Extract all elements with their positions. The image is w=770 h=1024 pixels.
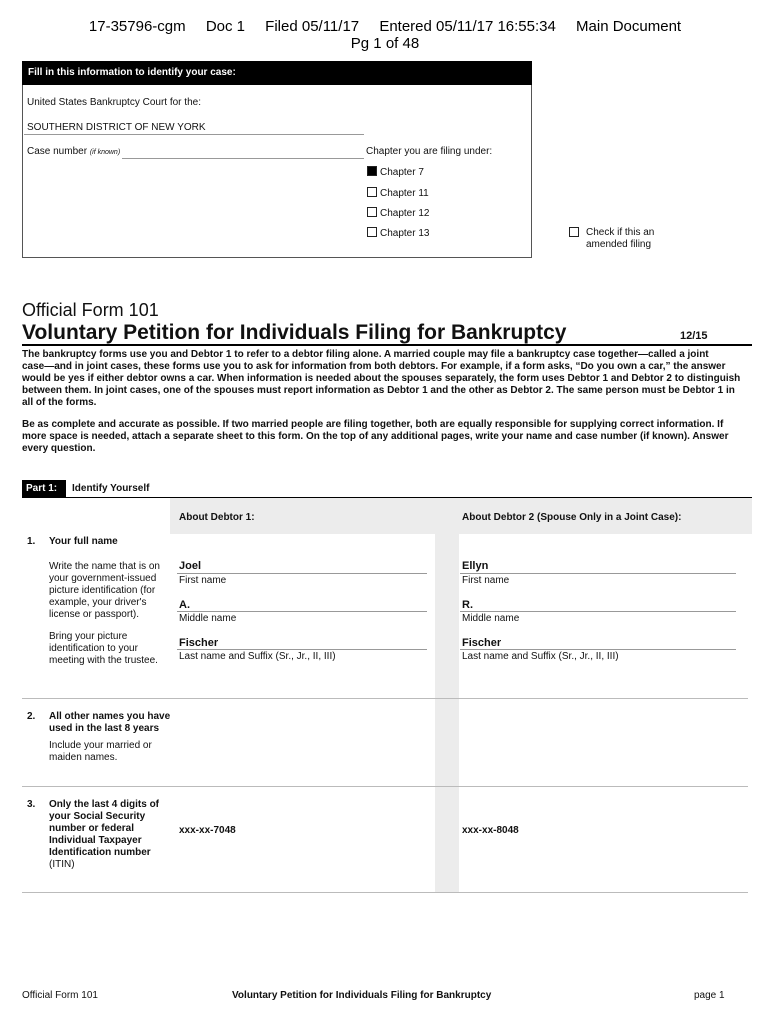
- amended-filing-label-1: Check if this an: [586, 227, 655, 238]
- filing-stamp: [0, 18, 770, 35]
- amended-filing-checkbox[interactable]: [569, 227, 579, 237]
- court-label: United States Bankruptcy Court for the:: [27, 97, 201, 108]
- intro-line-5: all of the forms.: [22, 397, 97, 408]
- chapter-12-label: Chapter 12: [380, 208, 430, 219]
- part-1-tag: Part 1:: [22, 480, 66, 497]
- question-1-help-1: Write the name that is on: [49, 561, 160, 572]
- page-count-stamp: Pg 1 of 48: [350, 35, 420, 52]
- debtor-1-last-name-label: Last name and Suffix (Sr., Jr., II, III): [179, 651, 336, 662]
- document-type-stamp: Main Document: [576, 18, 682, 35]
- debtor-1-middle-name[interactable]: A.: [179, 599, 190, 611]
- question-2-title-1: All other names you have: [49, 711, 171, 722]
- chapter-13-label: Chapter 13: [380, 228, 430, 239]
- chapter-11-label: Chapter 11: [380, 188, 429, 199]
- intro-line-6: Be as complete and accurate as possible. If two married people are filing together, both are equally responsible for supplying correct information. If: [22, 419, 724, 430]
- question-1-help-2: your government-issued: [49, 573, 157, 584]
- intro-line-1: The bankruptcy forms use you and Debtor 1 to refer to a debtor filing alone. A married couple may file a bankruptcy case together—called a joint: [22, 349, 709, 360]
- debtor-2-first-name-label: First name: [462, 575, 510, 586]
- question-1-help-5: license or passport).: [49, 609, 140, 620]
- case-number-stamp: 17-35796-cgm: [88, 18, 186, 35]
- debtor-2-first-name-line: [460, 573, 736, 574]
- debtor-2-last-name[interactable]: Fischer: [462, 637, 502, 649]
- footer-page-number: page 1: [694, 990, 725, 1001]
- form-title: Voluntary Petition for Individuals Filing for Bankruptcy: [22, 321, 567, 344]
- chapter-7-label: Chapter 7: [380, 167, 424, 178]
- debtor-2-middle-name-line: [460, 611, 736, 612]
- intro-line-3: would be yes if either debtor owns a car. When information is needed about the spouses separately, the form uses Debtor 1 and Debtor 2 to distinguish: [22, 373, 741, 384]
- debtor-1-first-name-line: [177, 573, 427, 574]
- question-1-help-6: Bring your picture: [49, 631, 128, 642]
- debtor-1-last-name[interactable]: Fischer: [179, 637, 219, 649]
- question-3-title-4: Individual Taxpayer: [49, 835, 142, 846]
- debtor-2-middle-name-label: Middle name: [462, 613, 520, 624]
- footer-form-name: Official Form 101: [22, 990, 98, 1001]
- entered-date-stamp: Entered 05/11/17 16:55:34: [379, 18, 556, 35]
- part-1-title: Identify Yourself: [72, 483, 150, 494]
- question-2-title-2: used in the last 8 years: [49, 723, 160, 734]
- chapter-12-checkbox[interactable]: [367, 207, 377, 217]
- question-divider-3: [22, 892, 748, 893]
- column-gutter: [435, 534, 459, 892]
- question-3-title-1: Only the last 4 digits of: [49, 799, 160, 810]
- debtor-1-ssn[interactable]: xxx-xx-7048: [179, 825, 236, 836]
- chapter-11-checkbox[interactable]: [367, 187, 377, 197]
- footer-form-title: Voluntary Petition for Individuals Filing for Bankruptcy: [232, 990, 492, 1001]
- chapter-13-checkbox[interactable]: [367, 227, 377, 237]
- question-1-number: 1.: [27, 536, 36, 547]
- debtor-2-middle-name[interactable]: R.: [462, 599, 473, 611]
- question-1-help-7: identification to your: [49, 643, 138, 654]
- case-identification-box: [22, 61, 532, 258]
- form-revision: 12/15: [680, 330, 708, 342]
- debtor-1-middle-name-label: Middle name: [179, 613, 237, 624]
- question-1-help-3: picture identification (for: [49, 585, 156, 596]
- question-3-title-5: Identification number: [49, 847, 151, 858]
- question-1-help-8: meeting with the trustee.: [49, 655, 158, 666]
- question-2-number: 2.: [27, 711, 36, 722]
- question-3-title-3: number or federal: [49, 823, 135, 834]
- case-number-label: Case number (if known): [27, 146, 121, 157]
- intro-line-8: every question.: [22, 443, 96, 454]
- debtor-2-ssn[interactable]: xxx-xx-8048: [462, 825, 519, 836]
- form-name: Official Form 101: [22, 300, 159, 320]
- question-3-title-6: (ITIN): [49, 859, 75, 870]
- chapter-label: Chapter you are filing under:: [366, 146, 493, 157]
- filed-date-stamp: Filed 05/11/17: [265, 18, 360, 35]
- district-underline: [24, 134, 364, 135]
- case-number-field[interactable]: [122, 158, 364, 159]
- question-divider-2: [22, 786, 748, 787]
- if-known-note: (if known): [89, 149, 121, 156]
- question-3-title-2: your Social Security: [49, 811, 146, 822]
- question-2-help-2: maiden names.: [49, 752, 118, 763]
- doc-number-stamp: Doc 1: [205, 18, 245, 35]
- intro-line-7: more space is needed, attach a separate sheet to this form. On the top of any additional pages, write your name and case number (if known). Answer: [22, 431, 729, 442]
- debtor-2-header: About Debtor 2 (Spouse Only in a Joint Case):: [462, 512, 682, 523]
- debtor-2-first-name[interactable]: Ellyn: [462, 560, 489, 572]
- debtor-1-middle-name-line: [177, 611, 427, 612]
- case-identification-header: Fill in this information to identify your case:: [22, 61, 532, 85]
- intro-line-2: case—and in joint cases, these forms use you to ask for information from both debtors. For example, if a form asks, “Do you own a car,” the answer: [22, 361, 726, 372]
- district-field[interactable]: SOUTHERN DISTRICT OF NEW YORK: [27, 122, 206, 133]
- debtor-1-first-name-label: First name: [179, 575, 227, 586]
- question-divider-1: [22, 698, 748, 699]
- amended-filing-label-2: amended filing: [586, 239, 652, 250]
- question-3-number: 3.: [27, 799, 36, 810]
- question-1-help-4: example, your driver's: [49, 597, 147, 608]
- debtor-2-last-name-label: Last name and Suffix (Sr., Jr., II, III): [462, 651, 619, 662]
- intro-line-4: between them. In joint cases, one of the spouses must report information as Debtor 1 and the other as Debtor 2. The same person must be Debtor 1 in: [22, 385, 735, 396]
- title-rule: [22, 344, 752, 346]
- debtor-1-first-name[interactable]: Joel: [179, 560, 202, 572]
- question-1-title: Your full name: [49, 536, 118, 547]
- debtor-1-last-name-line: [177, 649, 427, 650]
- question-2-help-1: Include your married or: [49, 740, 152, 751]
- debtor-2-last-name-line: [460, 649, 736, 650]
- debtor-1-header: About Debtor 1:: [179, 512, 255, 523]
- chapter-7-checkbox[interactable]: [367, 166, 377, 176]
